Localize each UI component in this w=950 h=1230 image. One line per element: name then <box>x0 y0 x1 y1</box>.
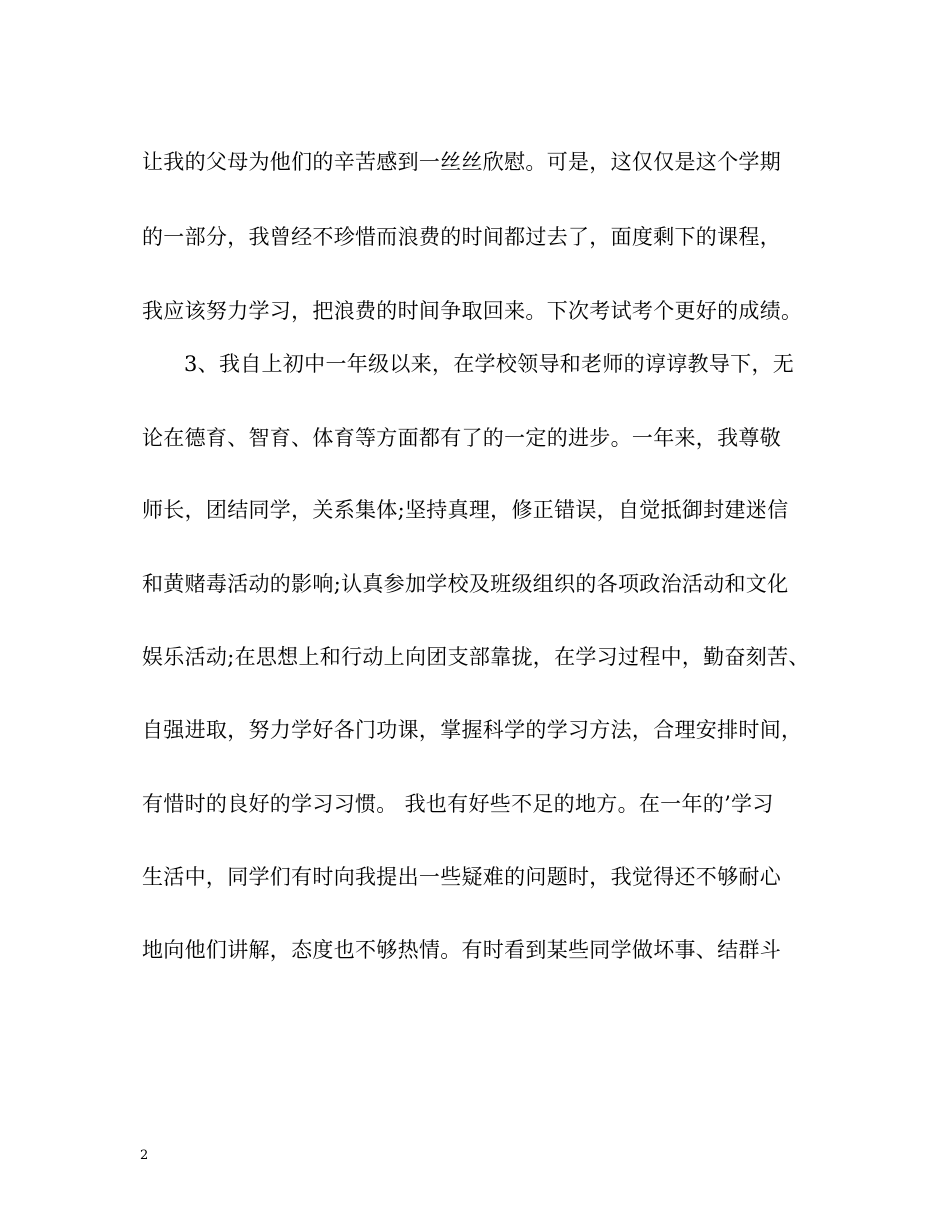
body-text-line: 和黄赌毒活动的影响;认真参加学校及班级组织的各项政治活动和文化 <box>142 572 789 596</box>
page-number: 2 <box>140 1148 149 1163</box>
body-text-line: 生活中，同学们有时向我提出一些疑难的问题时，我觉得还不够耐心 <box>142 865 781 889</box>
body-text-line: 让我的父母为他们的辛苦感到一丝丝欣慰。可是，这仅仅是这个学期 <box>142 150 781 174</box>
body-text-line: 的一部分，我曾经不珍惜而浪费的时间都过去了，面度剩下的课程， <box>142 225 781 249</box>
body-text-line: 有惜时的良好的学习习惯。 我也有好些不足的地方。在一年的’学习 <box>142 792 774 816</box>
paragraph-start-line: 3、我自上初中一年级以来，在学校领导和老师的谆谆教导下，无 <box>184 352 795 376</box>
body-text-line: 自强进取，努力学好各门功课，掌握科学的学习方法，合理安排时间， <box>142 718 803 742</box>
body-text-line: 我应该努力学习，把浪费的时间争取回来。下次考试考个更好的成绩。 <box>142 299 803 323</box>
body-text-line: 师长，团结同学，关系集体;坚持真理，修正错误，自觉抵御封建迷信 <box>142 498 789 522</box>
body-text-line: 娱乐活动;在思想上和行动上向团支部靠拢，在学习过程中，勤奋刻苦、 <box>142 645 810 669</box>
body-text-line: 论在德育、智育、体育等方面都有了的一定的进步。一年来，我尊敬 <box>142 426 781 450</box>
body-text-line: 地向他们讲解，态度也不够热情。有时看到某些同学做坏事、结群斗 <box>142 938 781 962</box>
